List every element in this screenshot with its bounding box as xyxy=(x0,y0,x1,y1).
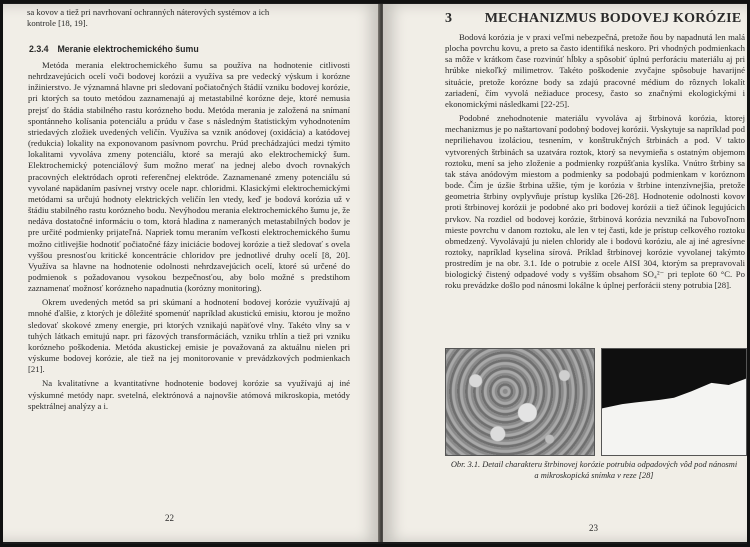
left-page xyxy=(3,4,380,542)
section-number: 2.3.4 xyxy=(29,44,49,54)
page-number: 23 xyxy=(589,523,598,533)
text-line: sa kovov a tiež pri navrhovaní ochranných náterových systémov a ich xyxy=(27,7,270,17)
section-heading xyxy=(29,44,199,54)
paragraph: Podobné znehodnotenie materiálu vyvoláva aj štrbinová korózia, ktorej mechanizmus je po naštartovaní podobný bodovej korózii. Vyskytuje sa napríklad pod nepriliehavou izoláciou, tesnením, v konštrukčných štrbinách a pod. V takto vytvorených štrbinách sa uzatvára roztok, ktorý sa nevymieňa s ostatným objemom roztoku, mení sa jeho zloženie a podmienky rozpúšťania kyslíka. Vnútro štrbiny sa tak stáva anódovým miestom a podmienky sa podobajú podmienkam v koróznom bode. Čím je úzšie štrbina užšie, tým je korózia v štrbine intenzívnejšia, pretože geometria štrbiny ovplyvňuje prístup kyslíka [26-28]. Hodnotenie odolnosti kovov proti štrbinovej korózii je podobné ako pri bodovej korózii a tiež účinok legujúcich prvkov. Na rozdiel od bodovej korózie, štrbinová korózia nevzniká na ľubovoľnom mieste povrchu v danom roztoku, ale len v tej časti, kde je prístup celkového roztoku obmedzený. Vyvolávajú ju nielen chloridy ale i bodovú koróziu, ale aj iné agresívne roztoky, napríklad kyselina sírová. Príklad štrbinovej korózie vyvolanej takýmto prostredím je na obr. 3.1. Ide o potrubie z ocele AISI 304, ktorým sa prepravovali biologický čistený odpadové vody s vyšším obsahom SO₄²⁻ pri teplote 60 °C. Po roku prevádzke došlo pod nánosmi lokálne k úplnej perforácii steny potrubia [28]. xyxy=(445,113,745,291)
continued-text xyxy=(27,7,347,29)
corrosion-surface-photo xyxy=(445,348,595,456)
left-body-text xyxy=(28,60,350,412)
cross-section-micrograph xyxy=(601,348,747,456)
chapter-heading xyxy=(445,11,741,27)
paragraph: Metóda merania elektrochemického šumu sa používa na hodnotenie citlivosti nehrdzavejúcich ocelí voči bodovej korózii a využíva sa pre vedecký výskum i korózne inžinierstvo. Je významná hlavne pri sledovaní počiatočných štádií vzniku bodovej korózie, pri ktorých sa touto metódou zaznamenajú aj metastabilné korózne deje, ktoré nemusia prejsť do štádia stabilného rastu korózneho bodu. Metóda merania je založená na snímaní spontánneho kolísania potenciálu a prúdu v čase s následným štatistickým vyhodnotením striedavých zložiek uvedených veličín. Využíva sa vznik anódovej (oxidácia) a katódovej (redukcia) lokality na exponovanom pasívnom povrchu. Prúd prechádzajúci medzi týmito lokalitami vyvoláva zmeny potenciálu, ktoré sa merajú ako elektrochemický šum. Elektrochemický potenciálový šum možno merať na jednej alebo dvoch rovnakých pracovných elektródach oproti referenčnej elektróde. Zaznamenané zmeny potenciálu sú vyvolané napädaním pasívnej vrstvy ocele napr. chloridmi. Klasickými elektrochemickými metódami sa určujú hodnoty elektrických veličín len vtedy, keď je bodová korózia už v štádiu stabilného rastu korózneho bodu. Nevýhodou merania elektrochemického šumu je, že nedáva dostatočné informáciu o tom, ktorá hladina z nameraných metastabilných bodov je pre určité podmienky prijateľná. Napriek tomu meraním veľkosti elektrochemického šumu možno citlivejšie hodnotiť počiatočné fázy iniciácie bodovej korózie a tiež sledovať s ovela vyššou presnosťou kritické koncentrácie chloridov pre jednotlivé druhy ocelí [8, 20]. Využíva sa hlavne na hodnotenie odolnosti nehrdzavejúcich ocelí, ktoré sú určené do podmienok s požadovanou vysokou bezpečnosťou, aby bolo možné s predstihom zaznamenať možnosť korózneho napadnutia (korózny monitoring). xyxy=(28,60,350,294)
paragraph: Bodová korózia je v praxi veľmi nebezpečná, pretože ňou by napadnutá len malá plocha povrchu kovu, a preto sa často identifiká neskoro. Pri vhodných podmienkach sa môže v krátkom čase rozvinúť hĺbky a spôsobiť úplnú perforáciu materiálu aj pri hrúbke niekoľký milimetrov. Takéto poškodenie zvyčajne spôsobuje havarijné situácie, pretože korózne body sa zdajú pracovné médium do rôznych lokalít zariadení, čím vyvolá nežiaduce procesy, často so značnými ekologickými i ekonomickými následkami [22-25]. xyxy=(445,32,745,109)
right-page xyxy=(383,4,747,542)
page-number: 22 xyxy=(165,513,174,523)
text-line: kontrole [18, 19]. xyxy=(27,18,88,28)
section-title: Meranie elektrochemického šumu xyxy=(57,44,199,54)
chapter-title: MECHANIZMUS BODOVEJ KORÓZIE xyxy=(484,11,742,26)
paragraph: Na kvalitatívne a kvantitatívne hodnotenie bodovej korózie sa využívajú aj iné výskumné metódy napr. svetelná, elektrónová a najnovšie atómová mikroskopia, metódy spektrálnej analýzy a i. xyxy=(28,378,350,411)
figure-caption: Obr. 3.1. Detail charakteru štrbinovej korózie potrubia odpadových vôd pod nánosmi a mikroskopická snímka v reze [28] xyxy=(450,460,738,480)
paragraph: Okrem uvedených metód sa pri skúmaní a hodnotení bodovej korózie využívajú aj mnohé ďalšie, z ktorých je dôležité spomenúť napríklad akustickú emisiu, ktorou je možno sledovať skokové zmeny energie, pri ktorých vznikajú napäťové vlny. Takéto vlny sa v tuhých látkach emitujú napr. pri fázových transformáciách, vzniku trhlín a tiež pri vzniku korózneho poškodenia. Metóda akustickej emisie je považovaná za aktuálnu nielen pri výskume bodovej korózie, ale tiež na jej monitorovanie v prevádzkových podmienkach [21]. xyxy=(28,297,350,375)
micrograph-dark-region xyxy=(602,349,746,455)
chapter-number: 3 xyxy=(445,11,453,26)
right-body-text xyxy=(445,32,745,292)
